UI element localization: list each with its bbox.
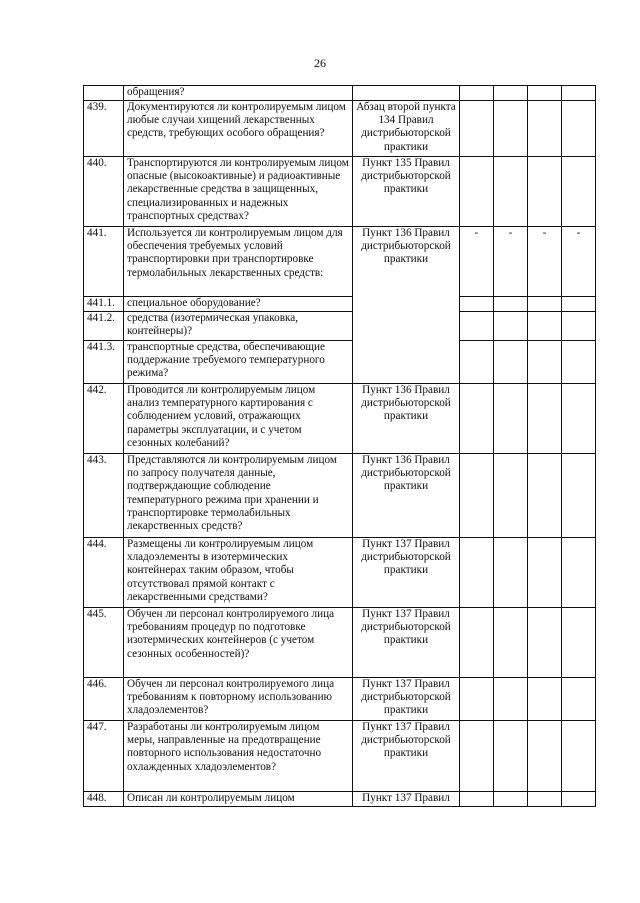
answer-cell	[494, 341, 528, 384]
table-row	[84, 101, 596, 157]
answer-cell	[460, 608, 494, 678]
table-row-continuation	[84, 86, 596, 101]
legal-reference: Пункт 137 Правил	[353, 792, 460, 807]
answer-cell	[494, 454, 528, 538]
answer-cell	[494, 86, 528, 101]
legal-reference: Пункт 136 Правил дистрибьюторской практики	[353, 454, 460, 538]
answer-cell	[562, 297, 596, 312]
answer-cell	[460, 341, 494, 384]
answer-cell	[562, 792, 596, 807]
answer-cell	[460, 297, 494, 312]
answer-cell	[460, 101, 494, 157]
answer-cell	[562, 86, 596, 101]
question-text: Документируются ли контролируемым лицом любые случаи хищений лекарственных средств, требующих особого обращения?	[124, 101, 353, 157]
question-text: Обучен ли персонал контролируемого лица требованиям к повторному использованию хладоэлементов?	[124, 678, 353, 721]
table-row	[84, 384, 596, 454]
legal-reference: Пункт 135 Правил дистрибьюторской практики	[353, 157, 460, 227]
question-text: Разработаны ли контролируемым лицом меры, направленные на предотвращение повторного использования недостаточно охлажденных хладоэлементов?	[124, 721, 353, 792]
question-text: Проводится ли контролируемым лицом анализ температурного картирования с соблюдением условий, отражающих параметры эксплуатации, и с учетом сезонных колебаний?	[124, 384, 353, 454]
table-row	[84, 341, 596, 384]
answer-cell	[460, 312, 494, 341]
table-row	[84, 792, 596, 807]
table-row	[84, 227, 596, 297]
answer-cell	[562, 721, 596, 792]
answer-cell	[494, 721, 528, 792]
question-text: средства (изотермическая упаковка, контейнеры)?	[124, 312, 353, 341]
item-number: 441.2.	[84, 312, 124, 341]
answer-cell	[494, 157, 528, 227]
page-number: 26	[314, 56, 326, 70]
answer-cell	[460, 721, 494, 792]
answer-cell: -	[528, 227, 562, 297]
answer-cell	[528, 341, 562, 384]
answer-cell	[562, 538, 596, 608]
question-text: Используется ли контролируемым лицом для обеспечения требуемых условий транспортировки при транспортировке термолабильных лекарственных средств:	[124, 227, 353, 297]
item-number: 441.	[84, 227, 124, 297]
answer-cell	[528, 608, 562, 678]
answer-cell	[460, 454, 494, 538]
item-number: 447.	[84, 721, 124, 792]
answer-cell	[494, 312, 528, 341]
question-text: Обучен ли персонал контролируемого лица требованиям процедур по подготовке изотермических контейнеров (с учетом сезонных особенностей)?	[124, 608, 353, 678]
question-text: Представляются ли контролируемым лицом по запросу получателя данные, подтверждающие соблюдение температурного режима при хранении и транспортировке термолабильных лекарственных средств?	[124, 454, 353, 538]
answer-cell	[460, 157, 494, 227]
item-number: 446.	[84, 678, 124, 721]
table-row	[84, 608, 596, 678]
answer-cell	[528, 792, 562, 807]
answer-cell	[494, 608, 528, 678]
answer-cell	[562, 608, 596, 678]
answer-cell	[528, 101, 562, 157]
answer-cell	[494, 538, 528, 608]
answer-cell	[460, 538, 494, 608]
answer-cell	[528, 721, 562, 792]
answer-cell	[562, 384, 596, 454]
question-text: специальное оборудование?	[124, 297, 353, 312]
item-number: 439.	[84, 101, 124, 157]
item-number: 441.1.	[84, 297, 124, 312]
legal-reference: Пункт 136 Правил дистрибьюторской практики	[353, 384, 460, 454]
answer-cell	[562, 454, 596, 538]
question-text: транспортные средства, обеспечивающие поддержание требуемого температурного режима?	[124, 341, 353, 384]
answer-cell	[562, 312, 596, 341]
answer-cell	[562, 157, 596, 227]
item-number: 448.	[84, 792, 124, 807]
answer-cell	[528, 297, 562, 312]
answer-cell	[562, 341, 596, 384]
legal-reference: Пункт 137 Правил дистрибьюторской практики	[353, 538, 460, 608]
item-number-cell	[84, 86, 124, 101]
checklist-table	[83, 85, 596, 807]
answer-cell	[494, 384, 528, 454]
answer-cell	[562, 678, 596, 721]
question-text: Размещены ли контролируемым лицом хладоэлементы в изотермических контейнерах таким образом, чтобы отсутствовал прямой контакт с лекарственными средствами?	[124, 538, 353, 608]
item-number: 442.	[84, 384, 124, 454]
item-number: 445.	[84, 608, 124, 678]
answer-cell	[528, 86, 562, 101]
answer-cell: -	[494, 227, 528, 297]
legal-reference: Абзац второй пункта 134 Правил дистрибьюторской практики	[353, 101, 460, 157]
answer-cell	[460, 792, 494, 807]
table-row	[84, 312, 596, 341]
question-text: Описан ли контролируемым лицом	[124, 792, 353, 807]
answer-cell	[528, 454, 562, 538]
item-number: 443.	[84, 454, 124, 538]
answer-cell	[460, 86, 494, 101]
table-row	[84, 538, 596, 608]
answer-cell	[562, 101, 596, 157]
item-number: 441.3.	[84, 341, 124, 384]
table-row	[84, 454, 596, 538]
legal-reference: Пункт 137 Правил дистрибьюторской практики	[353, 678, 460, 721]
answer-cell	[494, 101, 528, 157]
answer-cell	[528, 384, 562, 454]
answer-cell: -	[460, 227, 494, 297]
answer-cell	[460, 384, 494, 454]
answer-cell	[528, 157, 562, 227]
answer-cell	[494, 297, 528, 312]
table-row	[84, 157, 596, 227]
answer-cell	[528, 312, 562, 341]
question-cell: обращения?	[124, 86, 353, 101]
reference-cell	[353, 86, 460, 101]
table-row	[84, 297, 596, 312]
item-number: 444.	[84, 538, 124, 608]
answer-cell	[494, 678, 528, 721]
question-text: Транспортируются ли контролируемым лицом опасные (высокоактивные) и радиоактивные лекарственные средства в защищенных, специализированных и надежных транспортных средствах?	[124, 157, 353, 227]
table-row	[84, 721, 596, 792]
answer-cell	[494, 792, 528, 807]
legal-reference: Пункт 136 Правил дистрибьюторской практики	[353, 227, 460, 384]
item-number: 440.	[84, 157, 124, 227]
answer-cell	[528, 538, 562, 608]
answer-cell	[528, 678, 562, 721]
table-row	[84, 678, 596, 721]
legal-reference: Пункт 137 Правил дистрибьюторской практики	[353, 608, 460, 678]
legal-reference: Пункт 137 Правил дистрибьюторской практики	[353, 721, 460, 792]
answer-cell: -	[562, 227, 596, 297]
answer-cell	[460, 678, 494, 721]
